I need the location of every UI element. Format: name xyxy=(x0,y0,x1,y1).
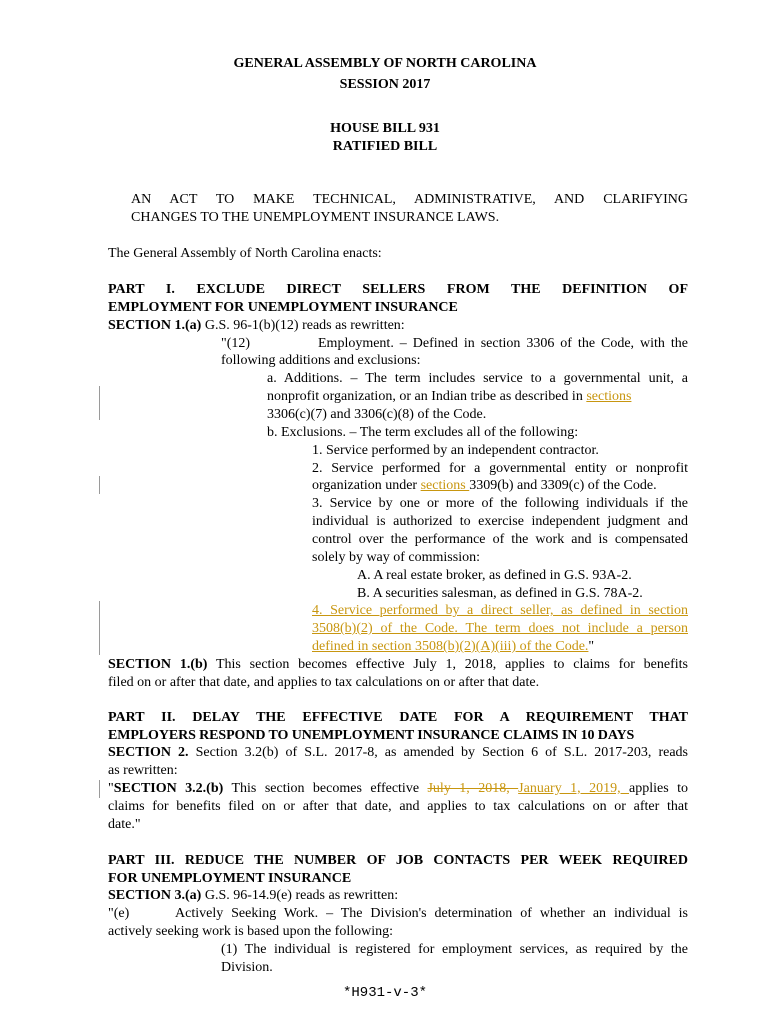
section-3-2b-tail: applies to xyxy=(629,781,689,796)
subsection-e1-line1: (1) The individual is registered for employment services, as required by the xyxy=(221,942,688,957)
additions-line2 xyxy=(267,388,631,406)
part1-heading-line1: PART I. EXCLUDE DIRECT SELLERS FROM THE DEFINITION OF xyxy=(108,282,688,297)
subsection-e1-line2: Division. xyxy=(221,960,273,975)
inserted-text-date: January 1, 2019, xyxy=(518,781,630,796)
section-1b-label: SECTION 1.(b) xyxy=(108,657,208,672)
section-2-text: Section 3.2(b) of S.L. 2017-8, as amended by Section 6 of S.L. 2017-203, reads xyxy=(188,745,688,760)
section-1b-line2: filed on or after that date, and applies to tax calculations on or after that date. xyxy=(108,675,540,690)
exclusion-item-2-line1: 2. Service performed for a governmental entity or nonprofit xyxy=(312,461,688,476)
section-3a xyxy=(108,887,398,905)
definition-text-line2: following additions and exclusions: xyxy=(221,353,421,368)
section-2-line2: as rewritten: xyxy=(108,763,178,778)
closing-quote: " xyxy=(588,639,595,654)
change-bar xyxy=(99,476,100,494)
additions-line1: a. Additions. – The term includes service to a governmental unit, a xyxy=(267,371,688,386)
bill-number: HOUSE BILL 931 xyxy=(330,121,440,136)
change-bar xyxy=(99,780,100,798)
subsection-e-line2: actively seeking work is based upon the following: xyxy=(108,924,393,939)
inserted-text-sections: sections xyxy=(586,389,632,404)
section-1b-line1 xyxy=(108,656,688,674)
section-1a-text: G.S. 96-1(b)(12) reads as rewritten: xyxy=(201,318,405,333)
section-3a-label: SECTION 3.(a) xyxy=(108,888,202,903)
part2-heading-line1: PART II. DELAY THE EFFECTIVE DATE FOR A REQUIREMENT THAT xyxy=(108,710,688,725)
section-3-2b-text: This section becomes effective xyxy=(223,781,428,796)
additions-line2-text: nonprofit organization, or an Indian tribe as described in xyxy=(267,389,587,404)
exclusions-heading: b. Exclusions. – The term excludes all of the following: xyxy=(267,425,579,440)
exclusion-item-2-line2 xyxy=(312,477,657,495)
exclusion-item-2-text: organization under xyxy=(312,478,421,493)
part1-heading-line2: EMPLOYMENT FOR UNEMPLOYMENT INSURANCE xyxy=(108,300,458,315)
change-bar xyxy=(99,386,100,420)
section-3a-text: G.S. 96-14.9(e) reads as rewritten: xyxy=(201,888,399,903)
inserted-item-4-line2: 3508(b)(2) of the Code. The term does not include a person xyxy=(312,621,688,636)
inserted-item-4-text: defined in section 3508(b)(2)(A)(iii) of the Code. xyxy=(312,639,589,654)
exclusion-item-3-line1: 3. Service by one or more of the following individuals if the xyxy=(312,496,688,511)
definition-number: "(12) xyxy=(221,336,251,351)
inserted-text-sections-2: sections xyxy=(420,478,470,493)
session-title: SESSION 2017 xyxy=(339,77,431,92)
sub-item-b: B. A securities salesman, as defined in G.S. 78A-2. xyxy=(357,586,643,601)
exclusion-item-1: 1. Service performed by an independent contractor. xyxy=(312,443,599,458)
exclusion-item-3-line3: control over the performance of the work and is compensated xyxy=(312,532,688,547)
exclusion-item-3-line2: individual is authorized to exercise independent judgment and xyxy=(312,514,688,529)
inserted-item-4-line1: 4. Service performed by a direct seller, as defined in section xyxy=(312,603,688,618)
change-bar xyxy=(99,601,100,655)
definition-text-line1: Employment. – Defined in section 3306 of the Code, with the xyxy=(318,336,688,351)
part2-heading-line2: EMPLOYERS RESPOND TO UNEMPLOYMENT INSURANCE CLAIMS IN 10 DAYS xyxy=(108,728,635,743)
section-3-2b-line3: date." xyxy=(108,817,141,832)
deleted-text-date: July 1, 2018, xyxy=(427,781,519,796)
additions-line3: 3306(c)(7) and 3306(c)(8) of the Code. xyxy=(267,407,487,422)
sub-item-a: A. A real estate broker, as defined in G.S. 93A-2. xyxy=(357,568,632,583)
bill-status: RATIFIED BILL xyxy=(332,139,438,154)
exclusion-item-3-line4: solely by way of commission: xyxy=(312,550,480,565)
part3-heading-line2: FOR UNEMPLOYMENT INSURANCE xyxy=(108,871,352,886)
assembly-title: GENERAL ASSEMBLY OF NORTH CAROLINA xyxy=(233,56,537,71)
inserted-item-4-line3 xyxy=(312,638,594,656)
section-1a xyxy=(108,317,405,335)
section-2-line1 xyxy=(108,744,688,762)
part3-heading-line1: PART III. REDUCE THE NUMBER OF JOB CONTACTS PER WEEK REQUIRED xyxy=(108,853,688,868)
exclusion-item-2-tail: 3309(b) and 3309(c) of the Code. xyxy=(469,478,657,493)
section-3-2b-line2: claims for benefits filed on or after that date, and applies to tax calculations on or after that xyxy=(108,799,688,814)
document-id-footer: *H931-v-3* xyxy=(342,985,427,1001)
subsection-e-line1: Actively Seeking Work. – The Division's determination of whether an individual is xyxy=(175,906,688,921)
act-title-line1: AN ACT TO MAKE TECHNICAL, ADMINISTRATIVE, AND CLARIFYING xyxy=(131,192,688,207)
enacting-clause: The General Assembly of North Carolina enacts: xyxy=(108,246,382,261)
section-3-2b-line1 xyxy=(108,780,688,798)
section-2-label: SECTION 2. xyxy=(108,745,189,760)
section-3-2b-label: SECTION 3.2.(b) xyxy=(113,781,224,796)
section-1a-label: SECTION 1.(a) xyxy=(108,318,202,333)
opening-quote: " xyxy=(108,781,114,796)
act-title-line2: CHANGES TO THE UNEMPLOYMENT INSURANCE LAWS. xyxy=(131,210,500,225)
subsection-e-number: "(e) xyxy=(108,906,130,921)
section-1b-text: This section becomes effective July 1, 2018, applies to claims for benefits xyxy=(207,657,689,672)
